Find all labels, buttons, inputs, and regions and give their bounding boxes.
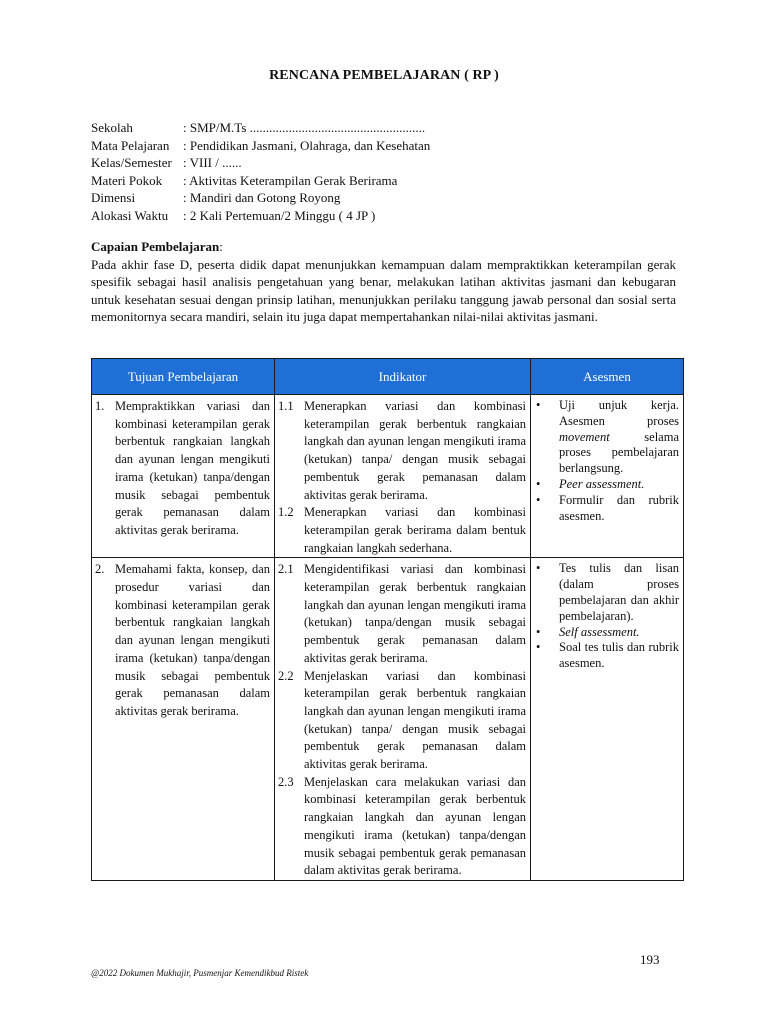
capaian-colon: : [219, 239, 223, 254]
meta-row-mata-pelajaran [91, 137, 430, 155]
bullet: • [536, 492, 541, 507]
meta-value: : 2 Kali Pertemuan/2 Minggu ( 4 JP ) [183, 207, 376, 223]
capaian-pembelajaran [91, 238, 676, 326]
meta-row-sekolah [91, 119, 430, 137]
meta-value: : Mandiri dan Gotong Royong [183, 190, 341, 206]
meta-label: Sekolah [91, 120, 133, 135]
meta-value: : Pendidikan Jasmani, Olahraga, dan Kesehatan [183, 137, 431, 153]
asesmen-text-italic: Self assessment. [559, 624, 640, 639]
asesmen-item [534, 493, 679, 525]
indikator-number: 2.2 [278, 668, 294, 683]
meta-row-kelas-semester [91, 154, 430, 172]
indikator-number: 2.3 [278, 774, 294, 789]
asesmen-item [534, 477, 679, 493]
asesmen-item [534, 625, 679, 641]
bullet: • [536, 398, 541, 412]
asesmen-text [559, 398, 679, 477]
asesmen-text-part: selama proses pembelajaran berlangsung. [559, 429, 679, 476]
identity-block [91, 119, 430, 225]
bullet: • [536, 624, 541, 639]
meta-label: Dimensi [91, 190, 136, 206]
meta-label: Mata Pelajaran [91, 137, 170, 153]
meta-row-dimensi [91, 189, 430, 207]
tujuan-cell [92, 395, 275, 558]
page-number: 193 [640, 952, 660, 967]
tujuan-text: Memahami fakta, konsep, dan prosedur variasi dan kombinasi keterampilan gerak berbentuk rangkaian langkah dan ayunan lengan mengikuti irama (ketukan) tanpa/dengan musik sebagai pembentuk gerak pemanasan dalam aktivitas gerak berirama. [115, 562, 270, 718]
header-asesmen: Asesmen [531, 359, 684, 395]
indikator-item [278, 774, 526, 880]
table-row [92, 558, 684, 881]
indikator-item [278, 668, 526, 774]
footer-copyright: @2022 Dokumen Mukhajir, Pusmenjar Kemendikbud Ristek [91, 968, 309, 978]
bullet: • [536, 476, 541, 491]
asesmen-cell [531, 558, 684, 881]
meta-row-alokasi-waktu [91, 207, 430, 225]
indikator-text: Menerapkan variasi dan kombinasi keterampilan gerak berbentuk rangkaian langkah dan ayunan lengan mengikuti irama (ketukan) tanpa/ dengan musik sebagai pembentuk gerak pemanasan dalam aktivitas gerak berirama. [304, 399, 526, 502]
asesmen-text [559, 561, 679, 624]
indikator-cell [275, 395, 531, 558]
document-title: RENCANA PEMBELAJARAN ( RP ) [269, 68, 499, 83]
asesmen-text-part: Formulir dan rubrik asesmen. [559, 492, 679, 523]
asesmen-text-part: Tes tulis dan lisan (dalam proses pembelajaran dan akhir pembelajaran). [559, 561, 679, 623]
asesmen-text-italic: movement [559, 429, 610, 444]
meta-row-materi-pokok [91, 172, 430, 190]
learning-plan-table [91, 358, 684, 881]
asesmen-text [559, 640, 679, 672]
indikator-text: Mengidentifikasi variasi dan kombinasi keterampilan gerak berbentuk rangkaian langkah dan ayunan lengan mengikuti irama (ketukan) tanpa/dengan musik sebagai pembentuk gerak pemanasan dalam aktivitas gerak berirama. [304, 562, 526, 665]
indikator-cell [275, 558, 531, 881]
indikator-text: Menjelaskan variasi dan kombinasi keterampilan gerak berbentuk rangkaian langkah dan ayunan lengan mengikuti irama (ketukan) tanpa/ dengan musik sebagai pembentuk gerak pemanasan dalam aktivitas gerak berirama. [304, 668, 526, 772]
asesmen-item [534, 640, 679, 672]
asesmen-list [534, 398, 679, 524]
tujuan-text: Mempraktikkan variasi dan kombinasi keterampilan gerak berbentuk rangkaian langkah dan ayunan lengan mengikuti irama (ketukan) tanpa/dengan musik sebagai pembentuk gerak pemanasan dalam aktivitas gerak berirama. [115, 399, 270, 537]
bullet: • [536, 640, 541, 655]
meta-label: Materi Pokok [91, 172, 163, 188]
meta-label: Alokasi Waktu [91, 207, 169, 223]
indikator-number: 1.2 [278, 505, 294, 520]
table-header-row [92, 359, 684, 395]
header-tujuan: Tujuan Pembelajaran [92, 359, 275, 395]
indikator-text: Menerapkan variasi dan kombinasi keterampilan gerak berirama dalam bentuk rangkaian langkah sederhana. [304, 505, 526, 555]
meta-label: Kelas/Semester [91, 155, 172, 171]
tujuan-item [95, 561, 270, 720]
indikator-item [278, 504, 526, 557]
asesmen-text-italic: Peer assessment. [559, 476, 645, 491]
capaian-body: Pada akhir fase D, peserta didik dapat menunjukkan kemampuan dalam mempraktikkan keterampilan gerak spesifik sebagai hasil analisis pengetahuan yang benar, melakukan latihan aktivitas jasmani dan kebugaran untuk kesehatan sesuai dengan prinsip latihan, menunjukkan perilaku tanggung jawab personal dan sosial serta memonitornya secara mandiri, selain itu juga dapat mempertahankan nilai-nilai aktivitas jasmani. [91, 256, 676, 325]
capaian-heading-text: Capaian Pembelajaran [91, 239, 220, 254]
meta-value: : VIII / ...... [183, 155, 242, 171]
tujuan-number: 1. [95, 399, 105, 413]
asesmen-text [559, 477, 679, 493]
indikator-item [278, 561, 526, 667]
tujuan-item [95, 398, 270, 540]
header-indikator: Indikator [275, 359, 531, 395]
meta-value: : Aktivitas Keterampilan Gerak Berirama [183, 172, 398, 188]
indikator-item [278, 398, 526, 504]
asesmen-item [534, 398, 679, 477]
asesmen-text [559, 493, 679, 525]
meta-value: : SMP/M.Ts ...................................................... [183, 120, 426, 135]
asesmen-text [559, 625, 679, 641]
table-row [92, 395, 684, 558]
asesmen-cell [531, 395, 684, 558]
bullet: • [536, 561, 541, 576]
indikator-text: Menjelaskan cara melakukan variasi dan kombinasi keterampilan gerak berbentuk rangkaian langkah dan ayunan lengan mengikuti irama (ketukan) tanpa/dengan musik sebagai pembentuk gerak pemanasan dalam aktivitas gerak berirama. [304, 774, 526, 878]
indikator-number: 1.1 [278, 399, 294, 413]
tujuan-number: 2. [95, 562, 105, 577]
asesmen-text-part: Soal tes tulis dan rubrik asesmen. [559, 640, 679, 671]
indikator-number: 2.1 [278, 562, 294, 577]
capaian-heading [91, 238, 676, 256]
asesmen-text-part: Uji unjuk kerja. Asesmen proses [559, 398, 679, 428]
asesmen-list [534, 561, 679, 672]
tujuan-cell [92, 558, 275, 881]
asesmen-item [534, 561, 679, 624]
